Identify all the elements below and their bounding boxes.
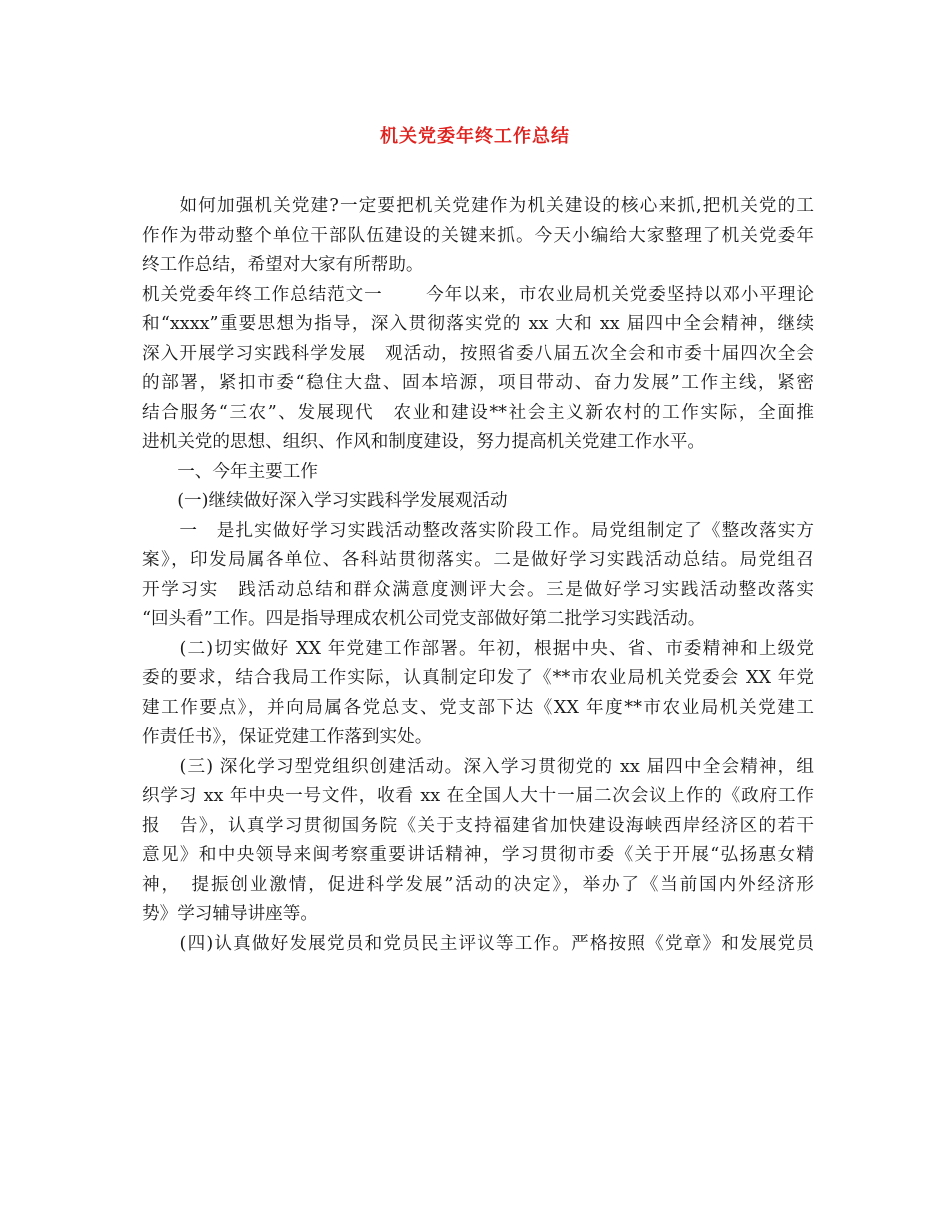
text-line: (一)继续做好深入学习实践科学发展观活动 xyxy=(142,491,508,511)
text-line: 作作为带动整个单位干部队伍建设的关键来抓。今天小编给大家整理了机关党委年 xyxy=(142,225,814,246)
text-line: 机关党委年终工作总结范文一 今年以来，市农业局机关党委坚持以邓小平理论 xyxy=(142,284,814,305)
text-line: (二)切实做好 XX 年党建工作部署。年初，根据中央、省、市委精神和上级党 xyxy=(142,638,814,659)
text-line: 案》，印发局属各单位、各科站贯彻落实。二是做好学习实践活动总结。局党组召 xyxy=(142,550,814,570)
text-line: 和“xxxx”重要思想为指导，深入贯彻落实党的 xx 大和 xx 届四中全会精神，继续 xyxy=(142,314,814,334)
text-line: (四)认真做好发展党员和党员民主评议等工作。严格按照《党章》和发展党员 xyxy=(142,933,814,954)
document-body xyxy=(142,192,814,959)
text-line: 结合服务“三农”、发展现代 农业和建设**社会主义新农村的工作实际，全面推 xyxy=(142,402,814,423)
text-line: 的部署，紧扣市委“稳住大盘、固本培源，项目带动、奋力发展”工作主线，紧密 xyxy=(142,373,814,393)
text-line: 深入开展学习实践科学发展 观活动，按照省委八届五次全会和市委十届四次全会 xyxy=(142,343,814,364)
document-title: 机关党委年终工作总结 xyxy=(380,126,570,147)
text-line: 意见》和中央领导来闽考察重要讲话精神，学习贯彻市委《关于开展“弘扬惠女精 xyxy=(142,845,814,865)
text-line: 进机关党的思想、组织、作风和制度建设，努力提高机关党建工作水平。 xyxy=(142,432,706,452)
text-line: 织学习 xx 年中央一号文件，收看 xx 在全国人大十一届二次会议上作的《政府工作 xyxy=(142,786,814,806)
text-line: 势》学习辅导讲座等。 xyxy=(142,904,318,924)
text-line: (三) 深化学习型党组织创建活动。深入学习贯彻党的 xx 届四中全会精神，组 xyxy=(142,756,814,777)
text-line: 神， 提振创业激情，促进科学发展”活动的决定》，举办了《当前国内外经济形 xyxy=(142,874,814,895)
text-line: 委的要求，结合我局工作实际，认真制定印发了《**市农业局机关党委会 XX 年党 xyxy=(142,668,814,688)
text-line: 如何加强机关党建?一定要把机关党建作为机关建设的核心来抓,把机关党的工 xyxy=(142,196,814,216)
text-line: 作责任书》，保证党建工作落到实处。 xyxy=(142,727,433,747)
text-line: 一 是扎实做好学习实践活动整改落实阶段工作。局党组制定了《整改落实方 xyxy=(142,520,814,541)
text-line: 建工作要点》，并向局属各党总支、党支部下达《XX 年度**市农业局机关党建工 xyxy=(142,697,814,718)
text-line: 报 告》，认真学习贯彻国务院《关于支持福建省加快建设海峡西岸经济区的若干 xyxy=(142,815,814,836)
text-line: 终工作总结，希望对大家有所帮助。 xyxy=(142,255,424,275)
text-line: 一、今年主要工作 xyxy=(142,461,318,482)
text-line: 开学习实 践活动总结和群众满意度测评大会。三是做好学习实践活动整改落实 xyxy=(142,579,814,600)
text-line: “回头看”工作。四是指导理成农机公司党支部做好第二批学习实践活动。 xyxy=(142,609,706,629)
